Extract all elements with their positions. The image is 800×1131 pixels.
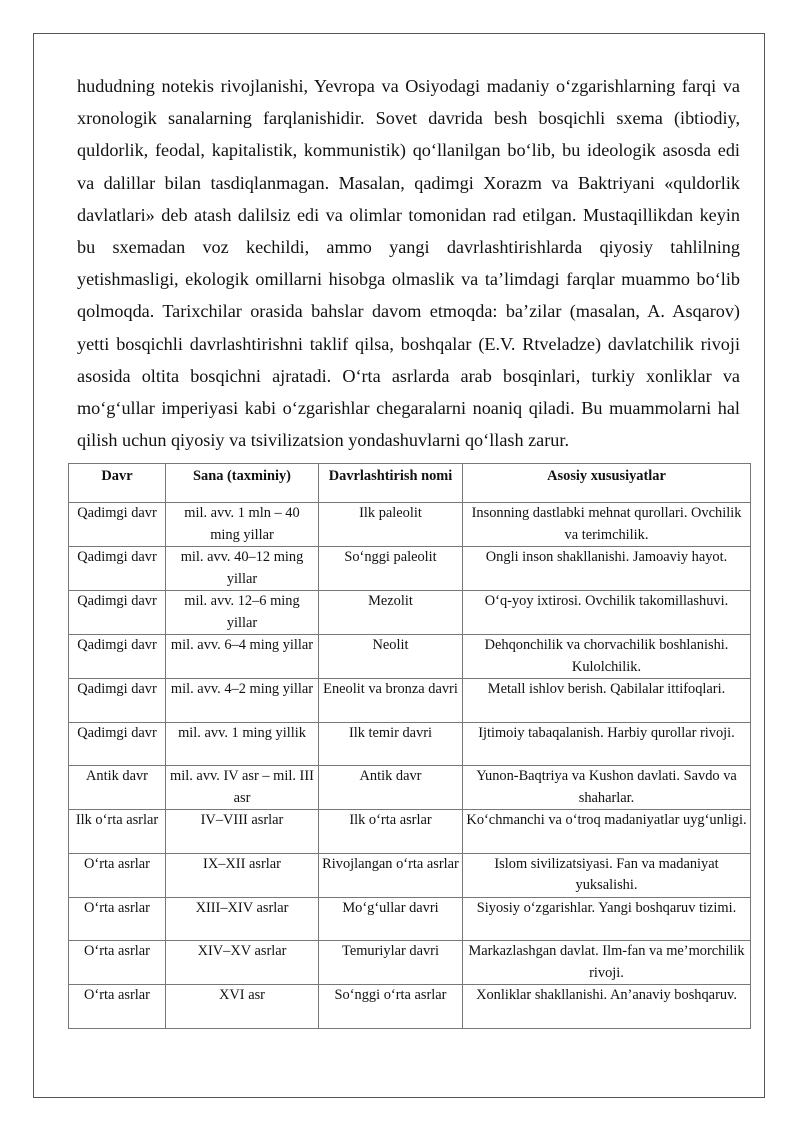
cell-date: mil. avv. 4–2 ming yillar: [166, 679, 319, 723]
cell-main-features: Xonliklar shakllanishi. An’anaviy boshqaruv.: [463, 985, 751, 1029]
table-header-row: [69, 464, 751, 503]
table-row: [69, 503, 751, 547]
cell-periodization-name: Mezolit: [319, 591, 463, 635]
body-paragraph: hududning notekis rivojlanishi, Yevropa va Osiyodagi madaniy o‘zgarishlarning farqi va xronologik sanalarning farqlanishidir. Sovet davrida besh bosqichli sxema (ibtiodiy, quldorlik, feodal, kapitalistik, kommunistik) qo‘llanilgan bo‘lib, bu ideologik asosda edi va dalillar bilan tasdiqlanmagan. Masalan, qadimgi Xorazm va Baktriyani «quldorlik davlatlari» deb atash dalilsiz edi va olimlar tomonidan rad etilgan. Mustaqillikdan keyin bu sxemadan voz kechildi, ammo yangi davrlashtirishlarda qiyosiy tahlilning yetishmasligi, ekologik omillarni hisobga olmaslik va ta’limdagi farqlar muammo bo‘lib qolmoqda. Tarixchilar orasida bahslar davom etmoqda: ba’zilar (masalan, A. Asqarov) yetti bosqichli davrlashtirishni taklif qilsa, boshqalar (E.V. Rtveladze) davlatchilik rivoji asosida oltita bosqichni ajratadi. O‘rta asrlarda arab bosqinlari, turkiy xonliklar va mo‘g‘ullar imperiyasi kabi o‘zgarishlar chegaralarni noaniq qiladi. Bu muammolarni hal qilish uchun qiyosiy va tsivilizatsion yondashuvlarni qo‘llash zarur.: [77, 76, 740, 451]
table-row: [69, 766, 751, 810]
cell-main-features: Ijtimoiy tabaqalanish. Harbiy qurollar rivoji.: [463, 722, 751, 766]
header-periodization-name: Davrlashtirish nomi: [319, 464, 463, 503]
table-row: [69, 897, 751, 941]
cell-date: XIV–XV asrlar: [166, 941, 319, 985]
cell-main-features: Insonning dastlabki mehnat qurollari. Ovchilik va terimchilik.: [463, 503, 751, 547]
cell-period: O‘rta asrlar: [69, 985, 166, 1029]
cell-period: Qadimgi davr: [69, 503, 166, 547]
cell-date: mil. avv. 12–6 ming yillar: [166, 591, 319, 635]
cell-periodization-name: Ilk temir davri: [319, 722, 463, 766]
table-row: [69, 547, 751, 591]
cell-date: mil. avv. IV asr – mil. III asr: [166, 766, 319, 810]
cell-periodization-name: Ilk paleolit: [319, 503, 463, 547]
cell-period: Ilk o‘rta asrlar: [69, 810, 166, 854]
cell-periodization-name: So‘nggi paleolit: [319, 547, 463, 591]
table-row: [69, 941, 751, 985]
cell-date: mil. avv. 1 mln – 40 ming yillar: [166, 503, 319, 547]
cell-date: mil. avv. 6–4 ming yillar: [166, 635, 319, 679]
cell-period: O‘rta asrlar: [69, 897, 166, 941]
periodization-table: [68, 463, 751, 1029]
table-row: [69, 679, 751, 723]
cell-period: Qadimgi davr: [69, 591, 166, 635]
cell-period: Qadimgi davr: [69, 679, 166, 723]
cell-main-features: Siyosiy o‘zgarishlar. Yangi boshqaruv tizimi.: [463, 897, 751, 941]
cell-period: O‘rta asrlar: [69, 941, 166, 985]
cell-date: mil. avv. 40–12 ming yillar: [166, 547, 319, 591]
cell-period: Qadimgi davr: [69, 635, 166, 679]
header-main-features: Asosiy xususiyatlar: [463, 464, 751, 503]
cell-periodization-name: Antik davr: [319, 766, 463, 810]
cell-period: Qadimgi davr: [69, 547, 166, 591]
cell-periodization-name: So‘nggi o‘rta asrlar: [319, 985, 463, 1029]
cell-periodization-name: Temuriylar davri: [319, 941, 463, 985]
cell-periodization-name: Ilk o‘rta asrlar: [319, 810, 463, 854]
cell-main-features: Markazlashgan davlat. Ilm-fan va me’morchilik rivoji.: [463, 941, 751, 985]
cell-main-features: O‘q-yoy ixtirosi. Ovchilik takomillashuvi.: [463, 591, 751, 635]
header-date: Sana (taxminiy): [166, 464, 319, 503]
cell-period: Antik davr: [69, 766, 166, 810]
cell-date: IV–VIII asrlar: [166, 810, 319, 854]
cell-periodization-name: Neolit: [319, 635, 463, 679]
table-row: [69, 722, 751, 766]
cell-date: mil. avv. 1 ming yillik: [166, 722, 319, 766]
cell-main-features: Ko‘chmanchi va o‘troq madaniyatlar uyg‘unligi.: [463, 810, 751, 854]
cell-main-features: Yunon-Baqtriya va Kushon davlati. Savdo va shaharlar.: [463, 766, 751, 810]
cell-main-features: Dehqonchilik va chorvachilik boshlanishi. Kulolchilik.: [463, 635, 751, 679]
cell-main-features: Metall ishlov berish. Qabilalar ittifoqlari.: [463, 679, 751, 723]
cell-periodization-name: Mo‘g‘ullar davri: [319, 897, 463, 941]
table-row: [69, 810, 751, 854]
cell-date: XIII–XIV asrlar: [166, 897, 319, 941]
cell-main-features: Islom sivilizatsiyasi. Fan va madaniyat yuksalishi.: [463, 853, 751, 897]
table-body: [69, 503, 751, 1029]
cell-main-features: Ongli inson shakllanishi. Jamoaviy hayot.: [463, 547, 751, 591]
table-row: [69, 591, 751, 635]
table-row: [69, 985, 751, 1029]
cell-periodization-name: Eneolit va bronza davri: [319, 679, 463, 723]
table-row: [69, 635, 751, 679]
cell-period: O‘rta asrlar: [69, 853, 166, 897]
cell-period: Qadimgi davr: [69, 722, 166, 766]
cell-date: IX–XII asrlar: [166, 853, 319, 897]
table-row: [69, 853, 751, 897]
header-period: Davr: [69, 464, 166, 503]
cell-date: XVI asr: [166, 985, 319, 1029]
cell-periodization-name: Rivojlangan o‘rta asrlar: [319, 853, 463, 897]
